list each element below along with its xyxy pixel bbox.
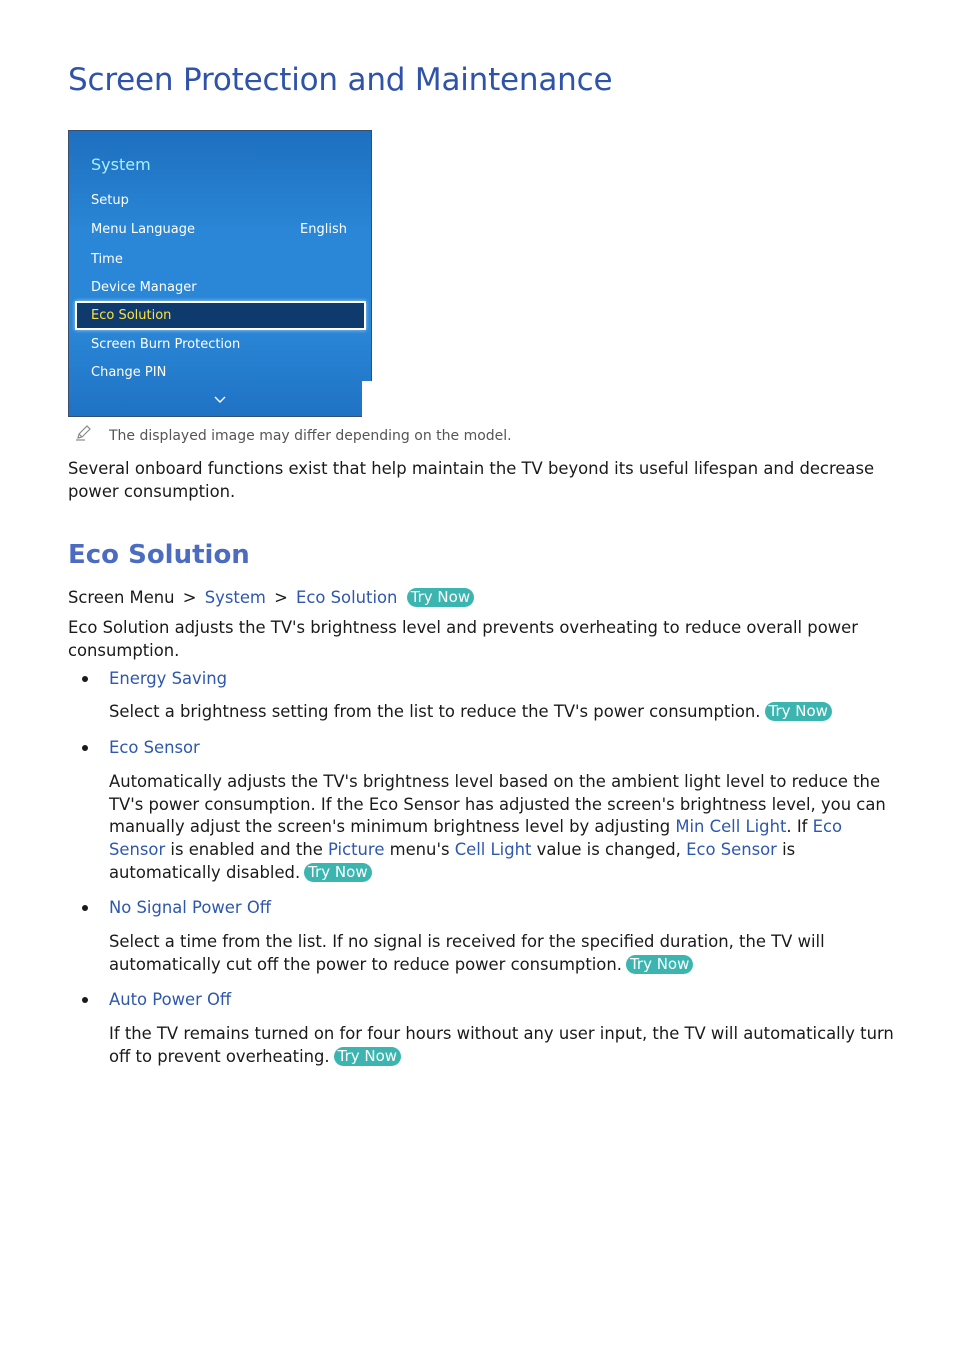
menu-item-label: Screen Burn Protection	[91, 337, 241, 352]
eco-sensor-link[interactable]: Eco Sensor	[686, 840, 777, 860]
try-now-button[interactable]: Try Now	[334, 1047, 401, 1066]
no-signal-power-off-title[interactable]: No Signal Power Off	[109, 898, 272, 917]
no-signal-text: Select a time from the list. If no signal is received for the specified duration, the TV will automatically cut off the power to reduce power consumption.	[109, 932, 825, 974]
breadcrumb-root: Screen Menu	[68, 588, 175, 607]
menu-item-label: Time	[91, 252, 123, 267]
menu-edge-notch	[362, 381, 372, 419]
page-title: Screen Protection and Maintenance	[68, 62, 613, 98]
eco-sensor-title[interactable]: Eco Sensor	[109, 738, 200, 757]
menu-item-menu-language[interactable]	[91, 222, 347, 237]
menu-item-setup[interactable]	[91, 193, 347, 208]
menu-item-value: English	[300, 222, 347, 237]
try-now-button[interactable]: Try Now	[304, 863, 371, 882]
section-title: Eco Solution	[68, 540, 250, 570]
menu-title: System	[91, 155, 151, 174]
eco-sensor-text: . If	[786, 817, 813, 837]
pencil-note-icon	[74, 424, 92, 442]
menu-item-label: Eco Solution	[91, 308, 172, 323]
auto-power-off-title[interactable]: Auto Power Off	[109, 990, 232, 1009]
cell-light-link[interactable]: Cell Light	[454, 840, 532, 860]
menu-item-device-manager[interactable]	[91, 280, 347, 295]
menu-item-screen-burn-protection[interactable]	[91, 337, 347, 352]
eco-sensor-text: value is changed,	[531, 840, 687, 860]
eco-sensor-text: menu's	[384, 840, 455, 860]
bullet	[82, 905, 88, 911]
eco-sensor-body	[109, 771, 899, 885]
eco-sensor-text: is automatically disabled.	[109, 840, 796, 882]
menu-item-change-pin[interactable]	[91, 365, 347, 380]
breadcrumb	[68, 588, 474, 607]
energy-saving-body	[109, 701, 899, 724]
menu-item-time[interactable]	[91, 252, 347, 267]
breadcrumb-separator: >	[274, 588, 288, 607]
menu-item-label: Setup	[91, 193, 129, 208]
eco-sensor-link[interactable]: Eco Sensor	[109, 817, 843, 860]
bullet	[82, 745, 88, 751]
breadcrumb-eco-solution-link[interactable]: Eco Solution	[296, 588, 398, 607]
menu-item-label: Change PIN	[91, 365, 167, 380]
breadcrumb-system-link[interactable]: System	[204, 588, 266, 607]
tv-system-menu	[68, 130, 372, 417]
bullet	[82, 676, 88, 682]
chevron-down-icon[interactable]	[214, 393, 226, 405]
breadcrumb-separator: >	[182, 588, 197, 607]
menu-item-eco-solution[interactable]	[91, 308, 347, 323]
bullet	[82, 997, 88, 1003]
menu-item-label: Device Manager	[91, 280, 197, 295]
try-now-button[interactable]: Try Now	[626, 955, 693, 974]
menu-item-label: Menu Language	[91, 222, 195, 237]
eco-sensor-text: is enabled and the	[165, 840, 329, 860]
energy-saving-title[interactable]: Energy Saving	[109, 669, 228, 688]
try-now-button[interactable]: Try Now	[407, 588, 474, 607]
eco-sensor-text: Automatically adjusts the TV's brightness level based on the ambient light level to reduce the TV's power consumption. If the Eco Sensor has adjusted the screen's brightness level, you can manually adjust the screen's minimum brightness level by adjusting	[109, 772, 886, 837]
auto-power-off-text: If the TV remains turned on for four hours without any user input, the TV will automatically turn off to prevent overheating.	[109, 1024, 894, 1066]
energy-saving-text: Select a brightness setting from the list to reduce the TV's power consumption.	[109, 702, 761, 721]
try-now-button[interactable]: Try Now	[765, 702, 832, 721]
no-signal-power-off-body	[109, 931, 899, 976]
intro-paragraph: Several onboard functions exist that help maintain the TV beyond its useful lifespan and decrease power consumption.	[68, 459, 875, 501]
section-description: Eco Solution adjusts the TV's brightness level and prevents overheating to reduce overall power consumption.	[68, 618, 858, 660]
picture-link[interactable]: Picture	[328, 840, 385, 860]
auto-power-off-body	[109, 1023, 899, 1068]
min-cell-light-link[interactable]: Min Cell Light	[675, 817, 787, 837]
note-text: The displayed image may differ depending on the model.	[109, 428, 512, 444]
